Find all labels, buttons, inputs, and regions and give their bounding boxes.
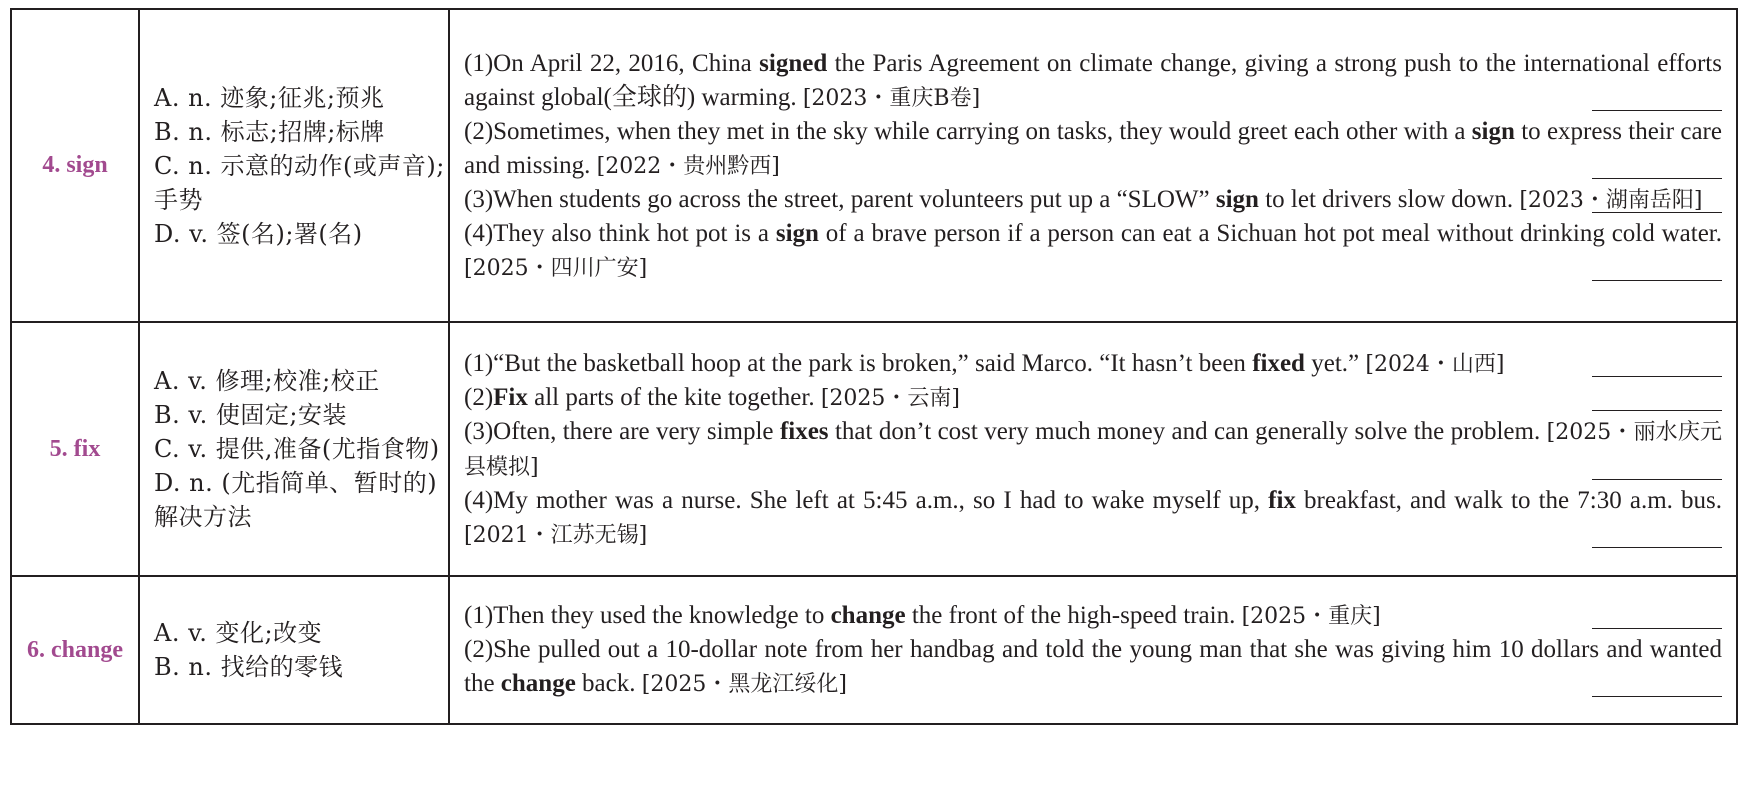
answer-blank[interactable] (1592, 110, 1722, 111)
example-sentence (464, 47, 1722, 111)
answer-blank[interactable] (1592, 178, 1722, 179)
example-text (464, 347, 1722, 382)
word-entry-row (11, 576, 1737, 724)
example-sentence (464, 599, 1722, 629)
example-text (464, 484, 1722, 553)
answer-blank[interactable] (1592, 410, 1722, 411)
vocabulary-table-body (11, 9, 1737, 724)
definitions-cell (139, 322, 449, 576)
example-suffix: of a brave person if a person can eat a Sichuan hot pot meal without drinking cold water. (818, 219, 1723, 247)
headword: 4. sign (11, 9, 139, 322)
definitions-cell (139, 9, 449, 322)
example-source: [2025・四川广安] (464, 255, 648, 281)
example-sentence (464, 217, 1722, 281)
answer-blank[interactable] (1592, 479, 1722, 480)
definition-line: A. v. 修理;校准;校正 (154, 367, 380, 395)
example-source: [2025・重庆] (1241, 604, 1381, 629)
example-keyword: change (500, 670, 576, 697)
example-keyword: fixed (1252, 349, 1305, 377)
example-keyword: fixes (779, 417, 829, 445)
example-source: [2024・山西] (1365, 351, 1505, 377)
example-suffix: the front of the high-speed train. (905, 602, 1242, 629)
word-entry-row (11, 322, 1737, 576)
example-sentence (464, 381, 1722, 411)
definition-line: B. v. 使固定;安装 (154, 401, 347, 429)
example-prefix: (1)Then they used the knowledge to (464, 602, 831, 629)
example-keyword: sign (1471, 117, 1515, 145)
example-source: [2022・贵州黔西] (596, 153, 780, 179)
definition-line: B. n. 找给的零钱 (154, 653, 344, 681)
example-suffix: breakfast, and walk to the 7:30 a.m. bus. (1295, 486, 1723, 514)
example-prefix: (4)My mother was a nurse. She left at 5:45 a.m., so I had to wake myself up, (464, 486, 1269, 514)
example-prefix: (1)“But the basketball hoop at the park is broken,” said Marco. “It hasn’t been (464, 349, 1253, 377)
example-source: [2025・黑龙江绥化] (641, 672, 847, 697)
example-sentence (464, 183, 1722, 213)
example-text (464, 183, 1722, 218)
definition-line: C. n. 示意的动作(或声音);手势 (154, 151, 445, 214)
definition-line: A. n. 迹象;征兆;预兆 (154, 83, 385, 112)
headword: 6. change (11, 576, 139, 724)
example-source: [2025・丽水庆元县模拟] (464, 419, 1722, 480)
example-suffix: to express their care and missing. (464, 117, 1722, 179)
example-suffix: that don’t cost very much money and can generally solve the problem. (828, 417, 1547, 445)
examples-cell (449, 9, 1737, 322)
answer-blank[interactable] (1592, 628, 1722, 629)
example-text (464, 633, 1722, 702)
example-keyword: sign (775, 219, 819, 247)
example-prefix: (2)Sometimes, when they met in the sky while carrying on tasks, they would greet each other with a (464, 117, 1472, 145)
example-prefix: (3)Often, there are very simple (464, 417, 780, 445)
definition-line: C. v. 提供,准备(尤指食物) (154, 435, 440, 463)
definition-line: B. n. 标志;招牌;标牌 (154, 117, 385, 146)
example-sentence (464, 633, 1722, 697)
example-prefix: (2)She pulled out a 10-dollar note from her handbag and told the young man that she was giving him 10 dollars and wanted the (464, 636, 1722, 697)
example-text (464, 115, 1722, 184)
answer-blank[interactable] (1592, 280, 1722, 281)
example-keyword: change (830, 602, 906, 629)
definition-line: D. v. 签(名);署(名) (154, 219, 363, 248)
answer-blank[interactable] (1592, 696, 1722, 697)
example-sentence (464, 415, 1722, 480)
answer-blank[interactable] (1592, 547, 1722, 548)
example-text (464, 381, 1722, 416)
example-keyword: Fix (493, 383, 528, 411)
example-sentence (464, 347, 1722, 377)
example-source: [2021・江苏无锡] (464, 522, 648, 548)
example-keyword: signed (759, 49, 828, 77)
example-prefix: (2) (464, 383, 494, 411)
definitions-cell (139, 576, 449, 724)
example-source: [2023・湖南岳阳] (1519, 187, 1703, 213)
example-text (464, 217, 1722, 286)
example-suffix: to let drivers slow down. (1258, 185, 1520, 213)
headword: 5. fix (11, 322, 139, 576)
example-keyword: fix (1268, 486, 1296, 514)
answer-blank[interactable] (1592, 376, 1722, 377)
example-text (464, 415, 1722, 485)
example-suffix: all parts of the kite together. (527, 383, 821, 411)
examples-cell (449, 322, 1737, 576)
definition-line: A. v. 变化;改变 (154, 619, 323, 647)
example-text (464, 599, 1722, 634)
example-suffix: the Paris Agreement on climate change, giving a strong push to the international efforts against global(全球的) warming. (464, 49, 1722, 111)
example-suffix: back. (575, 670, 642, 697)
examples-cell (449, 576, 1737, 724)
example-prefix: (4)They also think hot pot is a (464, 219, 776, 247)
vocabulary-table (10, 8, 1738, 725)
example-prefix: (1)On April 22, 2016, China (464, 49, 760, 77)
example-source: [2025・云南] (820, 385, 960, 411)
example-text (464, 47, 1722, 116)
example-sentence (464, 115, 1722, 179)
example-suffix: yet.” (1304, 349, 1366, 377)
example-sentence (464, 484, 1722, 548)
example-keyword: sign (1215, 185, 1259, 213)
definition-line: D. n. (尤指简单、暂时的)解决方法 (154, 469, 438, 531)
example-prefix: (3)When students go across the street, parent volunteers put up a “SLOW” (464, 185, 1216, 213)
example-source: [2023・重庆B卷] (802, 85, 981, 111)
word-entry-row (11, 9, 1737, 322)
